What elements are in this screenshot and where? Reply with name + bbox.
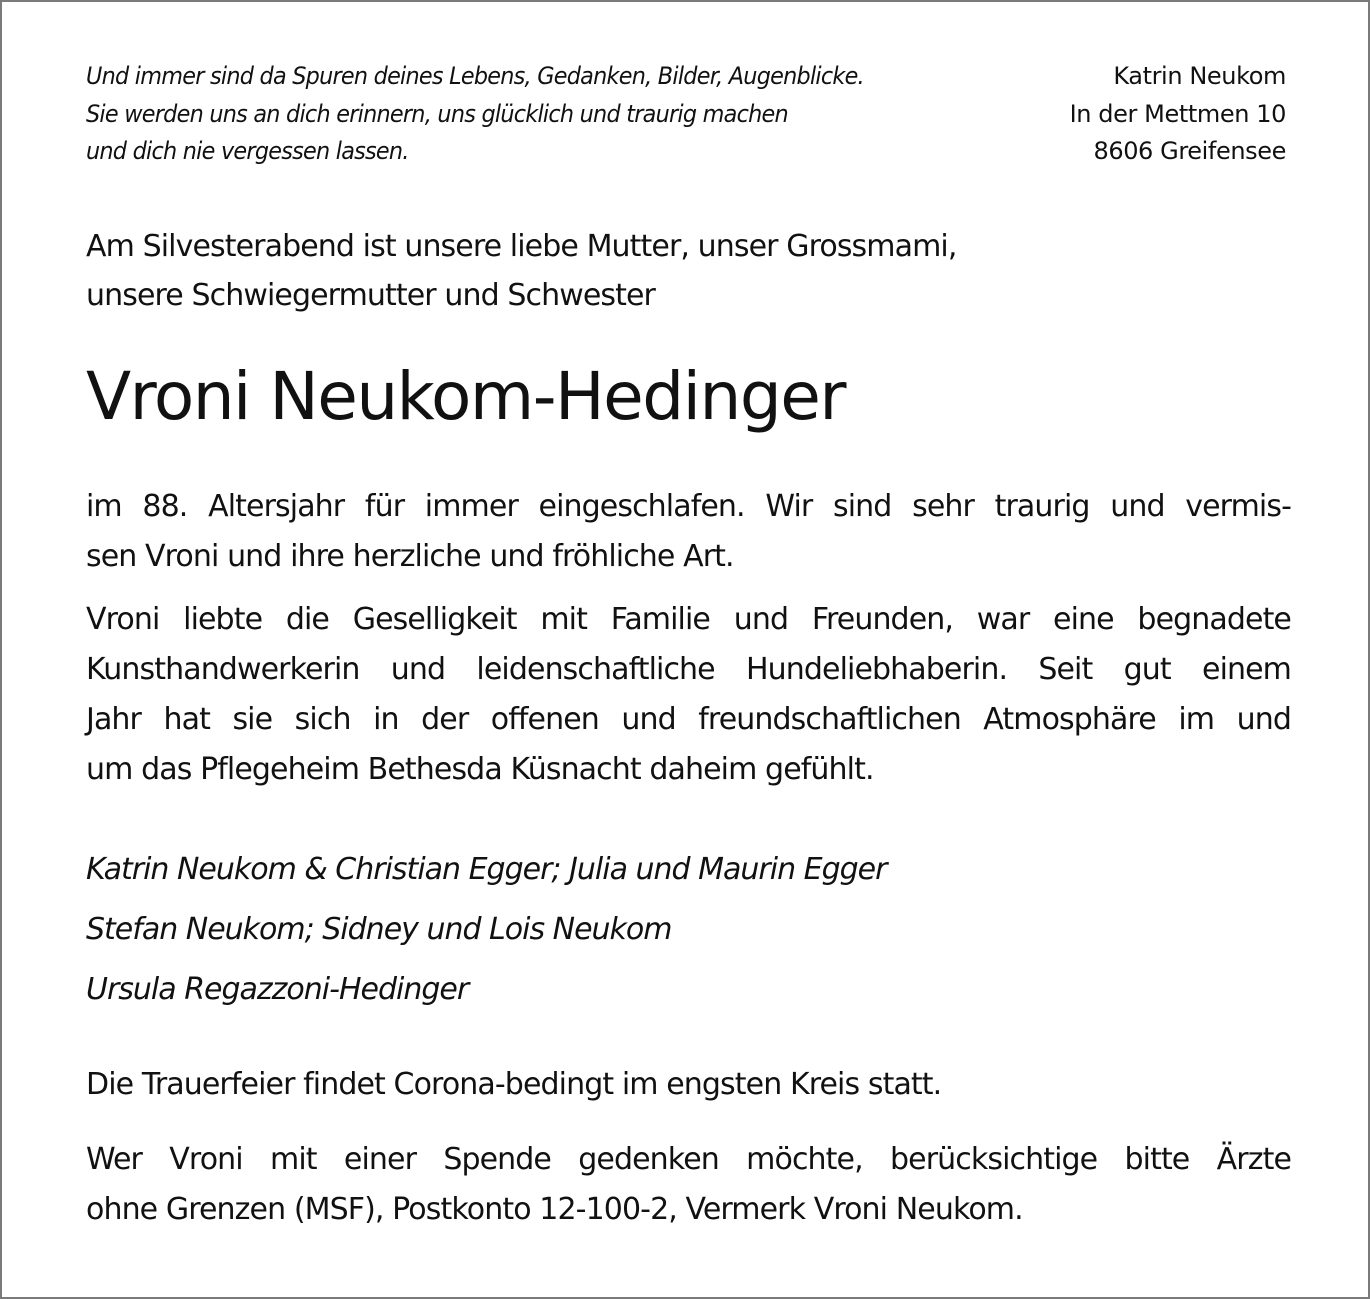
paragraph-line: Die Trauerfeier findet Corona-bedingt im engsten Kreis statt. — [86, 1067, 942, 1102]
intro-line: unsere Schwiegermutter und Schwester — [86, 278, 655, 313]
contact-address — [1070, 58, 1286, 171]
family-signatures — [86, 840, 886, 1020]
intro-line: Am Silvesterabend ist unsere liebe Mutter, unser Grossmami, — [86, 229, 957, 264]
paragraph-line: Wer Vroni mit einer Spende gedenken möchte, berücksichtige bitte Ärzte — [86, 1142, 1291, 1177]
quote-line: und dich nie vergessen lassen. — [86, 137, 409, 165]
memorial-quote — [86, 58, 864, 171]
quote-line: Und immer sind da Spuren deines Lebens, Gedanken, Bilder, Augenblicke. — [86, 62, 864, 90]
family-line: Ursula Regazzoni-Hedinger — [86, 972, 469, 1007]
address-city: 8606 Greifensee — [1093, 137, 1286, 165]
family-line: Stefan Neukom; Sidney und Lois Neukom — [86, 912, 672, 947]
deceased-name: Vroni Neukom-Hedinger — [86, 358, 845, 435]
paragraph-donation — [86, 1135, 1291, 1235]
intro-text — [86, 222, 956, 320]
paragraph-line: Kunsthandwerkerin und leidenschaftliche Hundeliebhaberin. Seit gut einem — [86, 652, 1291, 687]
address-street: In der Mettmen 10 — [1069, 99, 1286, 128]
paragraph-line: im 88. Altersjahr für immer eingeschlafen. Wir sind sehr traurig und vermis- — [86, 489, 1291, 524]
quote-line: Sie werden uns an dich erinnern, uns glücklich und traurig machen — [86, 99, 788, 128]
paragraph-line: ohne Grenzen (MSF), Postkonto 12-100-2, Vermerk Vroni Neukom. — [86, 1192, 1023, 1227]
paragraph-biography — [86, 595, 1291, 795]
paragraph-passing — [86, 482, 1291, 582]
paragraph-ceremony — [86, 1060, 1291, 1110]
paragraph-line: sen Vroni und ihre herzliche und fröhliche Art. — [86, 539, 734, 574]
paragraph-line: Vroni liebte die Geselligkeit mit Familie und Freunden, war eine begnadete — [86, 602, 1291, 637]
address-name: Katrin Neukom — [1113, 62, 1286, 90]
family-line: Katrin Neukom & Christian Egger; Julia und Maurin Egger — [86, 852, 887, 887]
paragraph-line: Jahr hat sie sich in der offenen und freundschaftlichen Atmosphäre im und — [86, 702, 1291, 737]
paragraph-line: um das Pflegeheim Bethesda Küsnacht daheim gefühlt. — [86, 752, 874, 787]
